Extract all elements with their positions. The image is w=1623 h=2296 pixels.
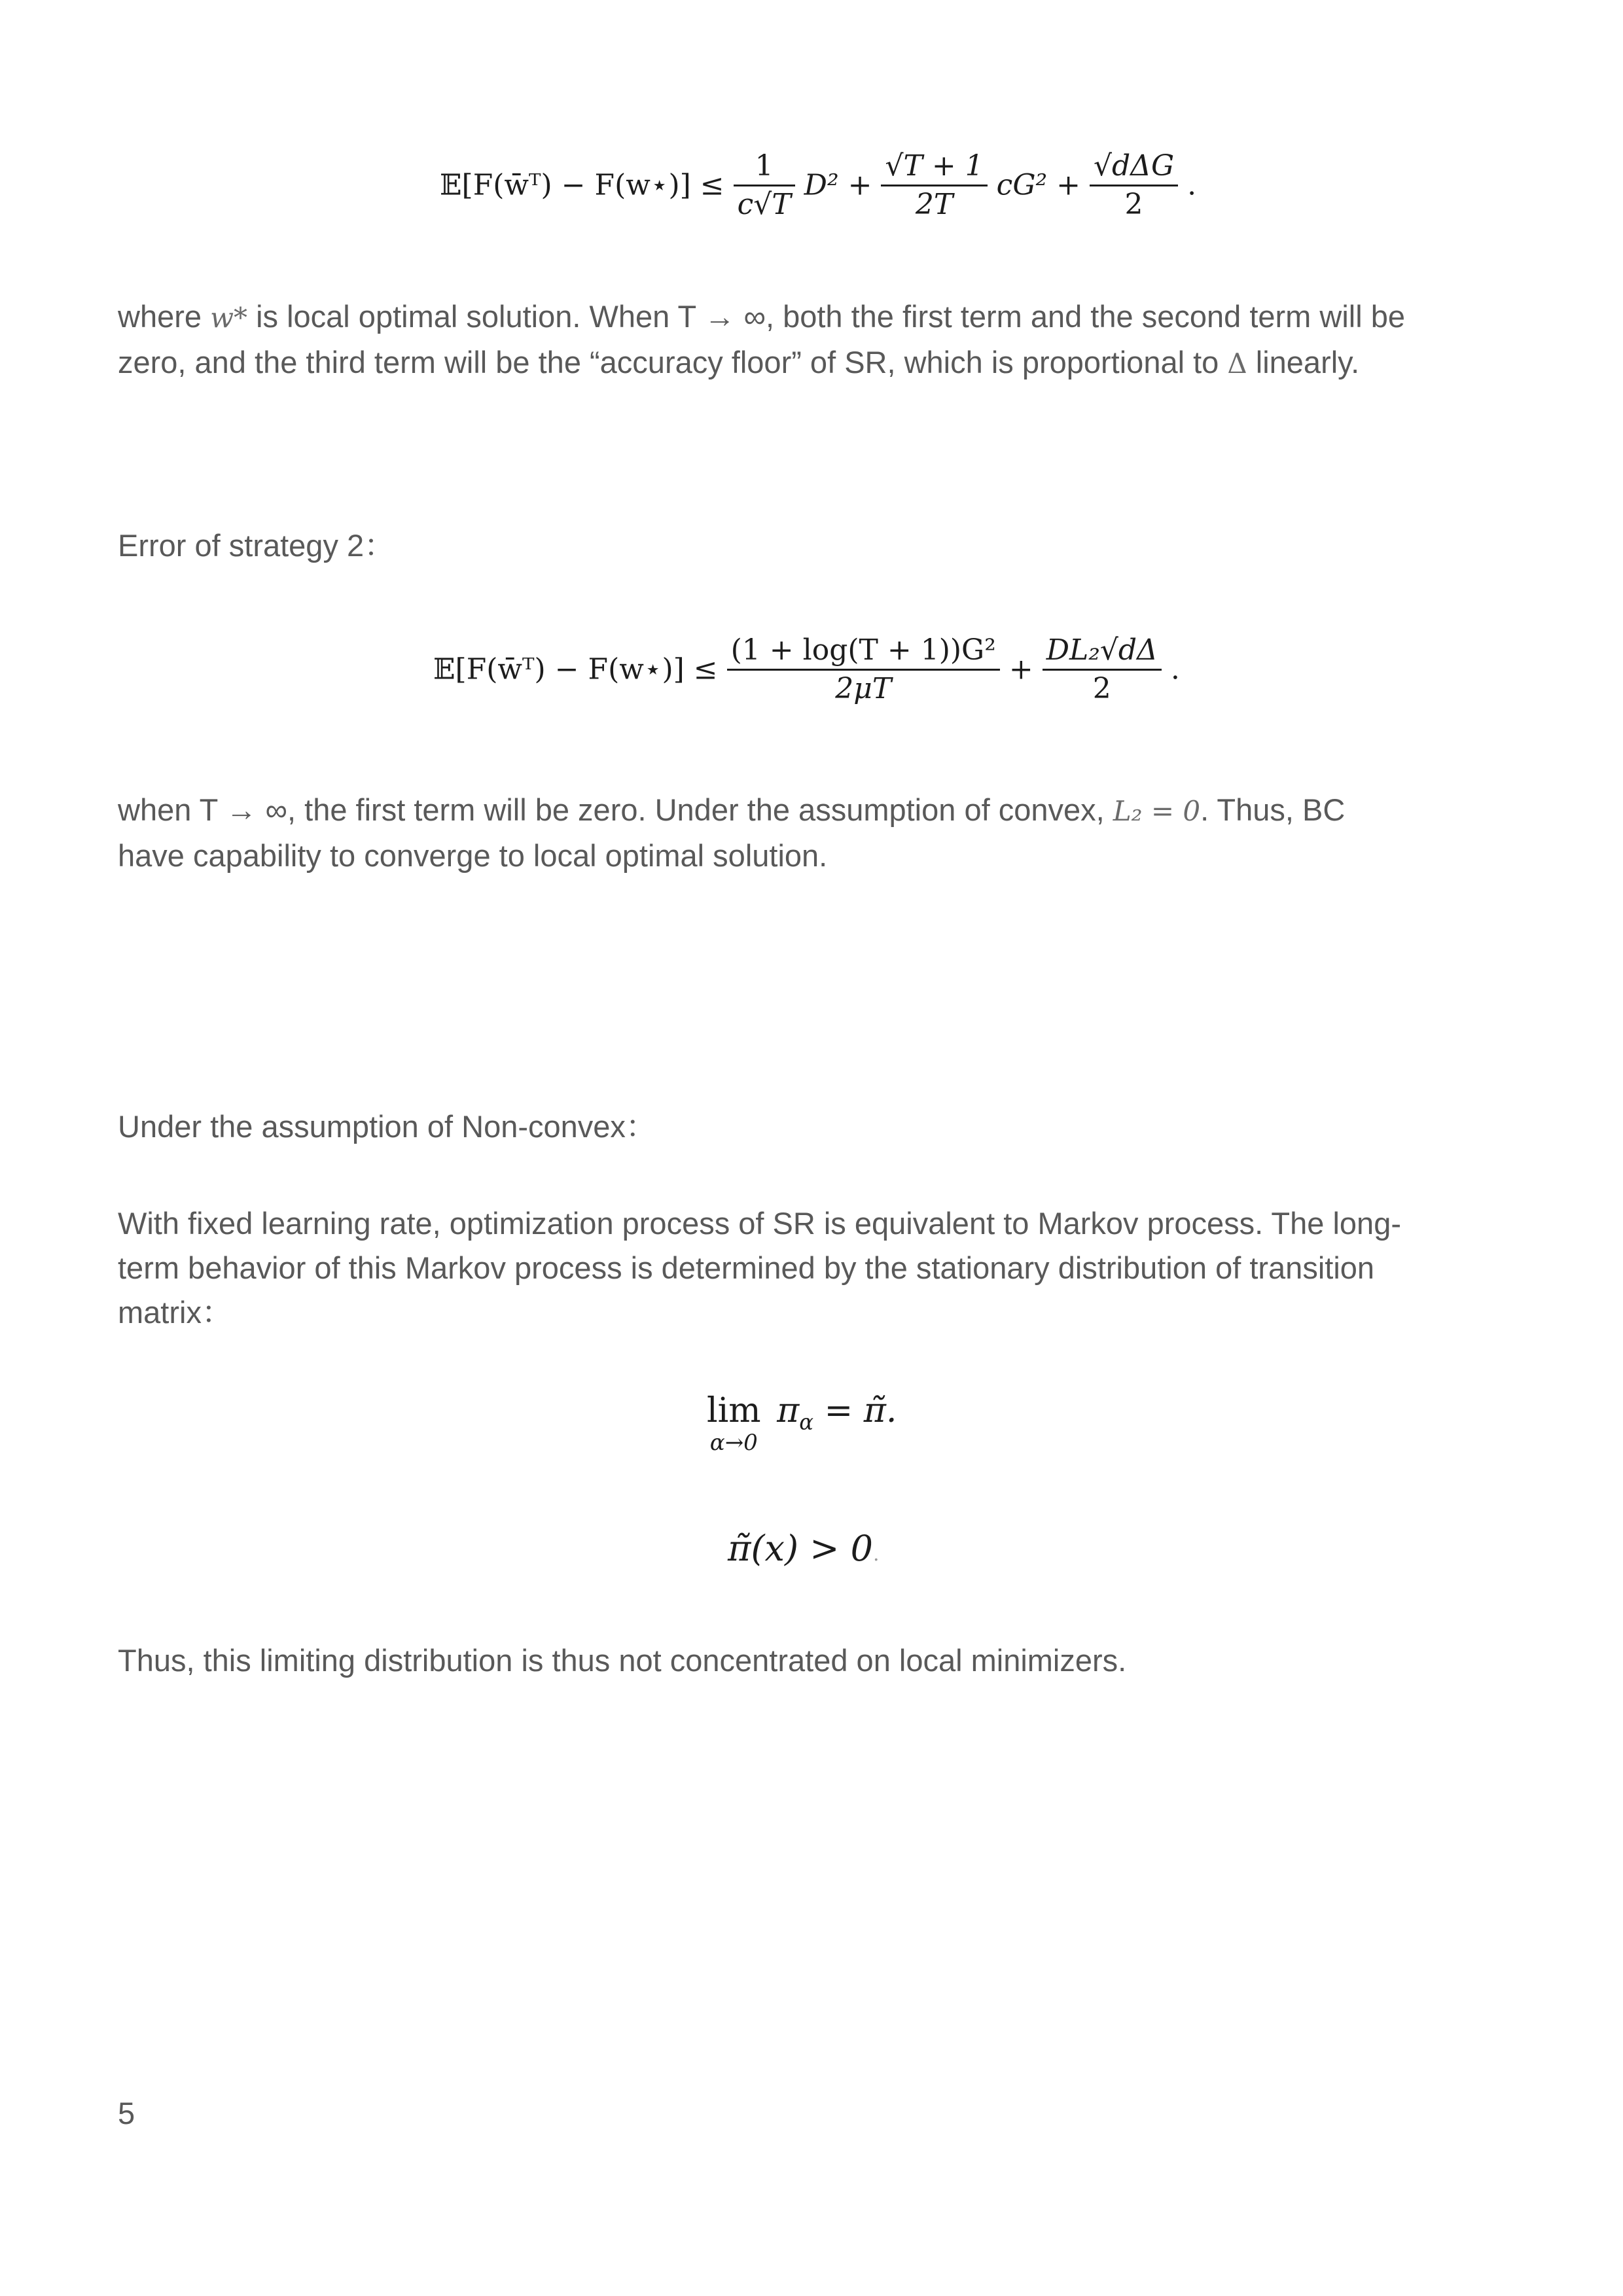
paragraph-2-line-1	[118, 788, 1345, 834]
eq3-lim-subscript: α→0	[709, 1430, 758, 1456]
eq2-frac2-numerator: DL₂√dΔ	[1043, 636, 1162, 671]
heading-strategy-2: Error of strategy 2：	[118, 528, 395, 563]
eq2-fraction-2	[1043, 633, 1162, 705]
p1-line2-pre: zero, and the third term will be the “accuracy floor” of SR, which is proportional to	[118, 345, 1228, 380]
paragraph-1-line-2	[118, 340, 1405, 386]
eq2-frac1-numerator: (1 + log(T + 1))G²	[727, 636, 1000, 671]
eq1-frac2-denominator: 2T	[915, 188, 954, 221]
eq1-lhs: 𝔼[F(w̄ᵀ) − F(w⋆)] ≤	[440, 168, 724, 202]
eq2-fraction-1	[727, 633, 1000, 705]
p1-math-delta: Δ	[1227, 347, 1247, 380]
eq1-frac3-denominator: 2	[1124, 188, 1143, 221]
p1-math-w-star: w*	[210, 302, 248, 334]
eq3-lim: lim	[707, 1391, 761, 1430]
eq2-plus: +	[1008, 652, 1033, 686]
eq2-lhs: 𝔼[F(w̄ᵀ) − F(w⋆)] ≤	[433, 652, 718, 686]
eq1-fraction-3	[1090, 149, 1178, 221]
paragraph-conclusion: Thus, this limiting distribution is thus not concentrated on local minimizers.	[118, 1643, 1127, 1678]
eq3-limit-operator	[707, 1391, 761, 1456]
paragraph-strategy-2-explanation	[118, 788, 1345, 878]
eq2-frac1-denominator: 2μT	[835, 672, 892, 705]
paragraph-3-line-1: With fixed learning rate, optimization process of SR is equivalent to Markov process. The long-	[118, 1206, 1401, 1241]
page-number: 5	[118, 2096, 135, 2130]
p1-line1-post: is local optimal solution. When T → ∞, both the first term and the second term will be	[247, 299, 1405, 334]
eq1-frac1-numerator: 1	[734, 152, 795, 186]
equation-stationary-limit	[707, 1391, 897, 1456]
paragraph-strategy-1-explanation	[118, 294, 1405, 386]
equation-strategy-1-bound	[440, 149, 1197, 221]
p2-math-l2-zero: L₂ = 0	[1113, 795, 1201, 827]
paragraph-3-line-2: term behavior of this Markov process is determined by the stationary distribution of transition	[118, 1250, 1375, 1285]
eq1-end-period: .	[1187, 168, 1197, 202]
p1-line2-post: linearly.	[1247, 345, 1360, 380]
p2-line1-pre: when T → ∞, the first term will be zero. Under the assumption of convex,	[118, 792, 1113, 827]
paragraph-markov-process	[118, 1201, 1401, 1335]
eq3-body: $\pi_\alpha$ = π̃.	[777, 1391, 897, 1435]
eq4-dot: .	[873, 1543, 880, 1566]
eq1-frac3-numerator: √dΔG	[1090, 152, 1178, 186]
p1-line1-pre: where	[118, 299, 211, 334]
equation-strategy-2-bound	[433, 633, 1180, 705]
eq2-frac2-denominator: 2	[1092, 672, 1111, 705]
paragraph-3-line-3: matrix：	[118, 1295, 232, 1330]
heading-nonconvex: Under the assumption of Non-convex：	[118, 1109, 656, 1144]
eq1-frac1-denominator: c√T	[737, 188, 791, 221]
eq4-body: π̃(x) > 0	[728, 1528, 874, 1569]
eq1-term2-tail: cG² +	[996, 168, 1080, 202]
eq1-frac2-numerator: √T + 1	[881, 152, 987, 186]
eq2-end-period: .	[1170, 652, 1180, 686]
paragraph-1-line-1	[118, 294, 1405, 340]
p2-line1-post: . Thus, BC	[1200, 792, 1346, 827]
paragraph-2-line-2: have capability to converge to local optimal solution.	[118, 838, 828, 873]
eq1-term1-tail: D² +	[804, 168, 872, 202]
eq1-fraction-2	[881, 149, 987, 221]
eq1-fraction-1	[734, 149, 795, 221]
equation-positive-distribution	[728, 1528, 880, 1569]
